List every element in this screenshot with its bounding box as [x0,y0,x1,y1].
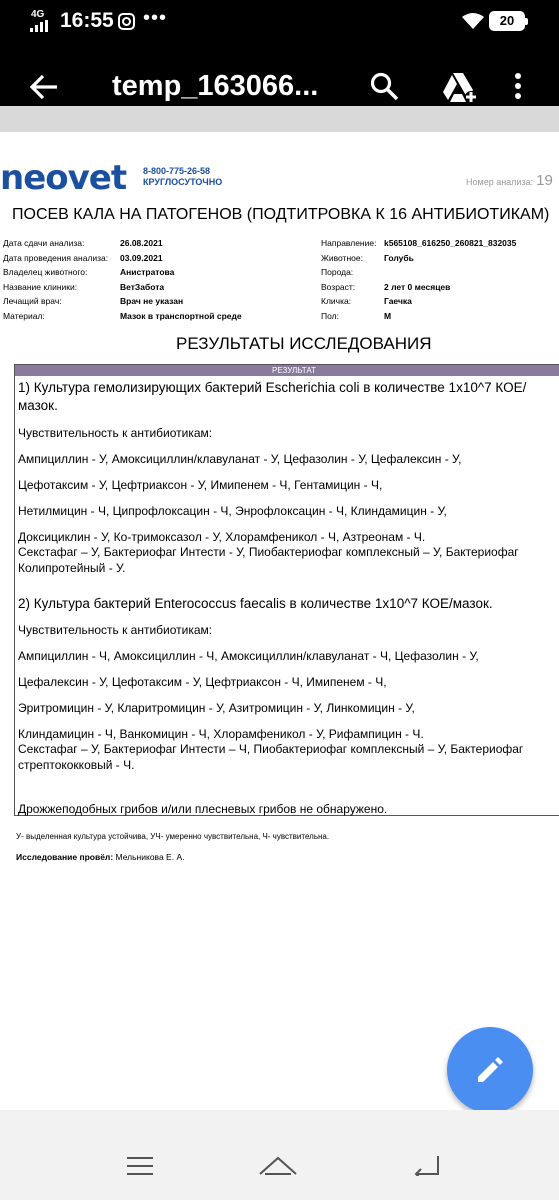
culture-1-line: Нетилмицин - Ч, Ципрофлоксацин - Ч, Энрофлоксацин - Ч, Клиндамицин - У, [18,504,447,518]
info-value: 26.08.2021 [120,238,163,248]
info-row [321,236,517,251]
navigation-bar [0,1110,559,1200]
fungi-result: Дрожжеподобных грибов и/или плесневых грибов не обнаружено. [18,802,388,816]
culture-2-phages: Секстафаг – У, Бактериофаг Интести – Ч, Пиобактериофаг комплексный – У, Бактериофаг стрептококковый - Ч. [18,742,524,772]
info-value: 2 лет 0 месяцев [384,281,451,292]
info-row [321,251,414,266]
info-value: 03.09.2021 [120,252,163,263]
result-bar: РЕЗУЛЬТАТ [15,365,559,376]
more-notifications-icon: ••• [143,7,168,29]
culture-2-line: Цефалексин - У, Цефотаксим - У, Цефтриаксон - Ч, Имипенем - Ч, [18,675,387,689]
home-icon[interactable] [258,1154,298,1176]
info-value: М [384,310,392,321]
info-label: Дата проведения анализа: [3,252,109,263]
info-value: Анистратова [120,267,175,278]
performed-label: Исследование провёл: [16,852,114,862]
culture-2-line: Ампициллин - Ч, Амоксициллин - Ч, Амоксициллин/клавуланат - Ч, Цефазолин - У, [18,649,479,663]
neovet-logo: neovet [0,158,127,198]
info-row [321,265,376,280]
info-label: Пол: [321,310,339,321]
file-title: temp_163066... [112,70,319,102]
culture-2-title: 2) Культура бактерий Enterococcus faecalis в количестве 1x10^7 КОЕ/мазок. [18,596,493,611]
info-label: Возраст: [321,281,356,292]
info-label: Материал: [3,310,45,321]
more-vert-icon[interactable] [514,72,522,100]
culture-2-line: Эритромицин - У, Кларитромицин - У, Азитромицин - У, Линкомицин - У, [18,701,415,715]
info-row [3,236,163,251]
google-drive-icon[interactable] [442,72,478,104]
back-arrow-icon[interactable] [30,74,58,100]
info-row [321,294,412,309]
culture-2-sensitivity-label: Чувствительность к антибиотикам: [18,623,213,637]
analysis-number [466,172,553,189]
info-value: Гаечка [384,296,412,307]
left-info-block [3,236,242,324]
results-heading: РЕЗУЛЬТАТЫ ИССЛЕДОВАНИЯ [176,334,432,353]
info-value: Голубь [384,252,414,263]
info-value: k565108_616250_260821_832035 [384,238,517,248]
clock: 16:55 [60,9,114,32]
culture-1-line: Цефотаксим - У, Цефтриаксон - У, Имипенем - Ч, Гентамицин - Ч, [18,478,383,492]
performed-name: Мельникова Е. А. [115,852,185,862]
info-row [3,280,165,295]
hours-label: КРУГЛОСУТОЧНО [143,177,223,187]
info-label: Направление: [321,238,377,248]
info-value: Мазок в транспортной среде [120,310,242,321]
wifi-icon [461,12,485,30]
right-info-block [321,236,517,324]
results-box [14,364,559,816]
document-title: ПОСЕВ КАЛА НА ПАТОГЕНОВ (ПОДТИТРОВКА К 16 АНТИБИОТИКАМ) [12,206,550,223]
info-value: Врач не указан [120,296,184,307]
info-row [321,309,392,324]
info-label: Животное: [321,252,363,263]
info-row [3,251,163,266]
analysis-number-value: 19 [536,172,553,189]
info-row [3,294,184,309]
legend-note: У- выделенная культура устойчива, УЧ- умеренно чувствительна, Ч- чувствительна. [16,832,330,841]
analysis-number-label: Номер анализа: [466,177,534,187]
results-text [18,379,559,817]
info-label: Лечащий врач: [3,296,62,307]
culture-1-line: Доксициклин - У, Ко-тримоксазол - У, Хлорамфеникол - Ч, Азтреонам - Ч. [18,530,426,544]
status-bar [0,0,559,44]
menu-lines-icon[interactable] [127,1156,153,1176]
info-row [3,309,242,324]
network-type: 4G [31,9,45,20]
culture-1-title: 1) Культура гемолизирующих бактерий Escherichia coli в количестве 1x10^7 КОЕ/мазок. [18,380,527,413]
info-value: ВетЗабота [120,281,165,292]
culture-2-line: Клиндамицин - Ч, Ванкомицин - Ч, Хлорамфеникол - У, Рифампицин - Ч. [18,727,424,741]
signal-icon [30,20,52,32]
contact-info [143,166,222,188]
search-icon[interactable] [370,72,400,102]
battery-icon: 20 [489,11,525,31]
culture-1-sensitivity-label: Чувствительность к антибиотикам: [18,426,213,440]
back-return-icon[interactable] [412,1154,440,1176]
culture-1-line: Ампициллин - У, Амоксициллин/клавуланат - У, Цефазолин - У, Цефалексин - У, [18,452,462,466]
pdf-page [0,132,559,1110]
edit-fab-button[interactable] [447,1027,533,1113]
info-label: Название клиники: [3,281,78,292]
info-row [321,280,451,295]
phone-number: 8-800-775-26-58 [143,166,211,176]
app-bar [0,44,559,106]
info-label: Дата сдачи анализа: [3,238,85,248]
info-label: Кличка: [321,296,352,307]
edit-pencil-icon [475,1055,505,1085]
document-viewer[interactable] [0,106,559,1110]
culture-1-phages: Секстафаг – У, Бактериофаг Интести - У, Пиобактериофаг комплексный – У, Бактериофаг Колипротейный - У. [18,545,519,575]
info-label: Порода: [321,267,354,278]
info-row [3,265,175,280]
info-label: Владелец животного: [3,267,88,278]
performed-by [16,852,184,862]
instagram-icon [118,13,135,30]
